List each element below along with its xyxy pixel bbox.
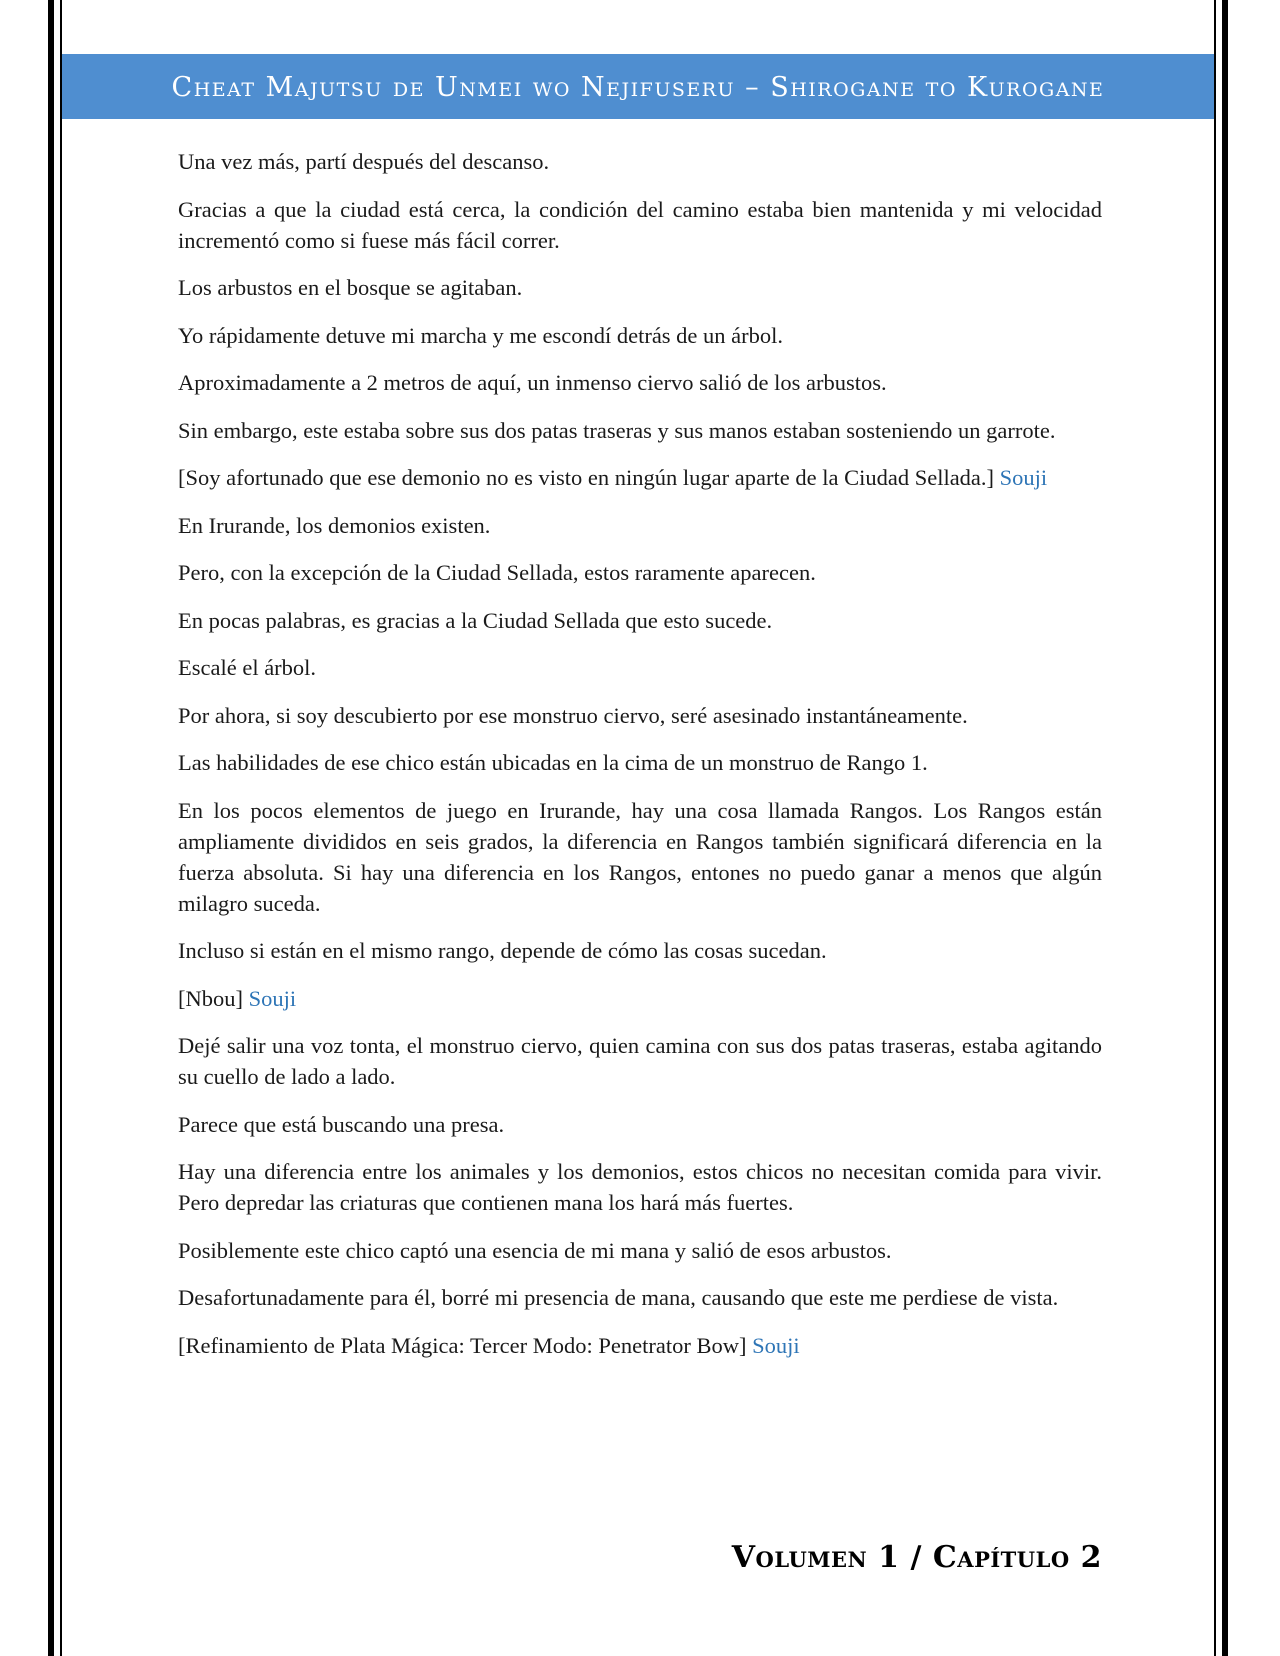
- speaker-name: Souji: [248, 985, 297, 1011]
- paragraph: [178, 272, 1102, 303]
- paragraph-text: Incluso si están en el mismo rango, depende de cómo las cosas sucedan.: [178, 938, 827, 963]
- paragraph-text: Pero, con la excepción de la Ciudad Sellada, estos raramente aparecen.: [178, 560, 816, 585]
- paragraph-text: En pocas palabras, es gracias a la Ciudad Sellada que esto sucede.: [178, 607, 773, 633]
- paragraph-text: Parece que está buscando una presa.: [178, 1111, 505, 1137]
- page-border-right-outer: [1222, 0, 1228, 1656]
- paragraph: [178, 983, 1102, 1014]
- paragraph-text: Yo rápidamente detuve mi marcha y me escondí detrás de un árbol.: [178, 322, 784, 348]
- paragraph: [178, 700, 1102, 731]
- paragraph-text: [Refinamiento de Plata Mágica: Tercer Modo: Penetrator Bow]: [178, 1332, 747, 1358]
- paragraph-text: Los arbustos en el bosque se agitaban.: [178, 275, 523, 300]
- paragraph: [178, 605, 1102, 636]
- paragraph: [178, 1330, 1102, 1361]
- paragraph-text: Aproximadamente a 2 metros de aquí, un inmenso ciervo salió de los arbustos.: [178, 370, 887, 395]
- paragraph: [178, 935, 1102, 966]
- chapter-label: Volumen 1 / Capítulo 2: [731, 1540, 1102, 1575]
- page-border-right-inner: [1214, 0, 1216, 1656]
- speaker-name: Souji: [752, 1332, 800, 1358]
- paragraph-text: Escalé el árbol.: [178, 655, 317, 680]
- paragraph-text: [Soy afortunado que ese demonio no es visto en ningún lugar aparte de la Ciudad Sellada.]: [178, 465, 995, 490]
- paragraph-text: [Nbou]: [178, 985, 243, 1011]
- page-title: Cheat Majutsu de Unmei wo Nejifuseru – Shirogane to Kurogane: [171, 72, 1105, 103]
- paragraph-text: En Irurande, los demonios existen.: [178, 512, 491, 538]
- paragraph: [178, 1030, 1102, 1092]
- paragraph: [178, 510, 1102, 541]
- paragraph-text: Desafortunadamente para él, borré mi presencia de mana, causando que este me perdiese de vista.: [178, 1285, 1059, 1310]
- page-border-left-outer: [48, 0, 54, 1656]
- page-border-left-inner: [60, 0, 62, 1656]
- paragraph: [178, 320, 1102, 351]
- paragraph-text: Por ahora, si soy descubierto por ese monstruo ciervo, seré asesinado instantáneamente.: [178, 702, 968, 728]
- paragraph: [178, 462, 1102, 493]
- paragraph-text: Las habilidades de ese chico están ubicadas en la cima de un monstruo de Rango 1.: [178, 750, 928, 775]
- paragraph: [178, 1282, 1102, 1313]
- paragraph: [178, 194, 1102, 256]
- paragraph-text: En los pocos elementos de juego en Irurande, hay una cosa llamada Rangos. Los Rangos están ampliamente divididos en seis grados, la diferencia en Rangos también significará diferencia en la fuerza absoluta. Si hay una diferencia en los Rangos, entones no puedo ganar a menos que algún milagro suceda.: [178, 797, 1102, 916]
- paragraph-text: Hay una diferencia entre los animales y los demonios, estos chicos no necesitan comida para vivir. Pero depredar las criaturas que contienen mana los hará más fuertes.: [178, 1159, 1102, 1215]
- paragraph: [178, 652, 1102, 683]
- paragraph: [178, 146, 1102, 177]
- paragraph: [178, 795, 1102, 919]
- paragraph: [178, 747, 1102, 778]
- paragraph-text: Gracias a que la ciudad está cerca, la condición del camino estaba bien mantenida y mi velocidad incrementó como si fuese más fácil correr.: [178, 196, 1102, 253]
- speaker-name: Souji: [999, 465, 1048, 490]
- paragraph-text: Posiblemente este chico captó una esencia de mi mana y salió de esos arbustos.: [178, 1237, 892, 1263]
- paragraph: [178, 1156, 1102, 1218]
- document-body: [178, 146, 1102, 1377]
- paragraph: [178, 367, 1102, 398]
- paragraph-text: Dejé salir una voz tonta, el monstruo ciervo, quien camina con sus dos patas traseras, estaba agitando su cuello de lado a lado.: [178, 1033, 1102, 1089]
- paragraph: [178, 1109, 1102, 1140]
- paragraph: [178, 1235, 1102, 1266]
- paragraph-text: Sin embargo, este estaba sobre sus dos patas traseras y sus manos estaban sosteniendo un garrote.: [178, 417, 1056, 443]
- paragraph: [178, 415, 1102, 446]
- paragraph: [178, 557, 1102, 588]
- paragraph-text: Una vez más, partí después del descanso.: [178, 149, 550, 174]
- header-banner: [62, 54, 1214, 119]
